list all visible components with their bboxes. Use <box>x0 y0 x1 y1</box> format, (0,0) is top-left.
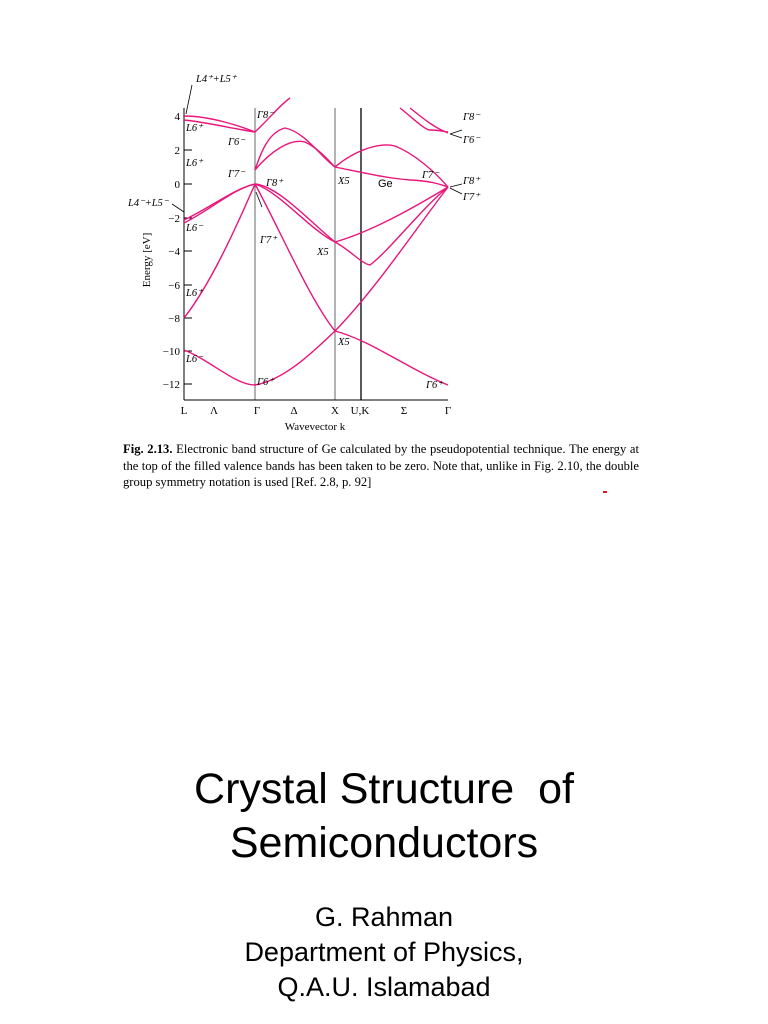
band-curve <box>255 184 335 242</box>
y-axis-label: Energy [eV] <box>141 232 153 288</box>
material-label: Ge <box>378 178 393 190</box>
band-label: Γ6⁺ <box>426 380 443 391</box>
band-curve <box>335 187 448 331</box>
band-label: L4⁺+L5⁺ <box>196 74 237 85</box>
band-curve <box>255 128 335 170</box>
band-curve <box>335 331 448 385</box>
y-tick-label: −12 <box>162 379 180 391</box>
author-institution: Q.A.U. Islamabad <box>277 972 491 1002</box>
caption-text: Electronic band structure of Ge calculated by the pseudopotential technique. The energy at the top of the filled valence bands has been taken to be zero. Note that, unlike in Fig. 2.10, the <box>123 442 639 473</box>
band-curve <box>335 187 448 242</box>
author-department: Department of Physics, <box>244 937 524 967</box>
band-label: Γ8⁺ <box>463 176 480 187</box>
author-block <box>0 900 768 1005</box>
y-tick-label: 0 <box>174 179 180 191</box>
author-name: G. Rahman <box>314 902 454 932</box>
band-label: L6⁺ <box>186 158 203 169</box>
band-structure-figure <box>110 60 530 440</box>
x-tick-label: Λ <box>210 405 218 417</box>
band-label: X5 <box>338 337 350 348</box>
band-curve <box>400 108 448 132</box>
y-tick-label: −4 <box>168 246 180 258</box>
x-tick-label: Σ <box>400 405 408 417</box>
band-label: Γ7⁺ <box>260 235 277 246</box>
band-curve <box>335 187 448 265</box>
y-tick-label: −10 <box>162 346 180 358</box>
band-label: Γ6⁺ <box>257 377 274 388</box>
x-tick-label: L <box>180 405 188 417</box>
y-tick-label: −8 <box>168 313 180 325</box>
band-label: L6⁻ <box>186 354 203 365</box>
x-tick-label: Γ <box>444 405 452 417</box>
caption-lead: Fig. 2.13. <box>123 442 173 456</box>
band-label: Γ6⁻ <box>228 137 245 148</box>
figure-caption <box>123 441 639 491</box>
band-label: Γ8⁻ <box>257 110 274 121</box>
band-structure-plot <box>110 60 530 440</box>
band-label: Γ8⁺ <box>266 178 283 189</box>
band-label: Γ8⁻ <box>463 112 480 123</box>
band-label: L4⁻+L5⁻ <box>128 198 169 209</box>
band-label: X5 <box>317 247 329 258</box>
band-label: L6⁺ <box>186 123 203 134</box>
band-label: Γ7⁺ <box>463 192 480 203</box>
caption-text-end: is used [Ref. 2.8, p. 92] <box>250 475 372 489</box>
x-tick-label: Δ <box>290 405 298 417</box>
band-curve <box>184 184 255 223</box>
band-label: Γ6⁻ <box>463 135 480 146</box>
title-line-2: Semiconductors <box>229 819 539 867</box>
y-tick-label: −6 <box>168 280 180 292</box>
band-curve <box>255 141 335 170</box>
band-label: Γ7⁻ <box>228 169 245 180</box>
band-label: L6⁻ <box>186 223 203 234</box>
y-tick-label: 2 <box>174 145 180 157</box>
band-curve <box>255 184 335 242</box>
y-tick-label: 4 <box>174 111 180 123</box>
y-tick-label: −2 <box>168 213 180 225</box>
x-tick-label: Γ <box>253 405 261 417</box>
x-tick-label: X <box>331 405 339 417</box>
slide-title <box>0 762 768 870</box>
x-tick-label: U,K <box>350 405 370 417</box>
band-label: X5 <box>338 176 350 187</box>
title-line-1: Crystal Structure of <box>194 765 574 813</box>
band-label: L6⁺ <box>186 288 203 299</box>
caption-highlight: double group symmetry notation <box>123 458 639 489</box>
band-label: Γ7⁻ <box>422 170 439 181</box>
x-axis-label: Wavevector k <box>284 421 346 433</box>
